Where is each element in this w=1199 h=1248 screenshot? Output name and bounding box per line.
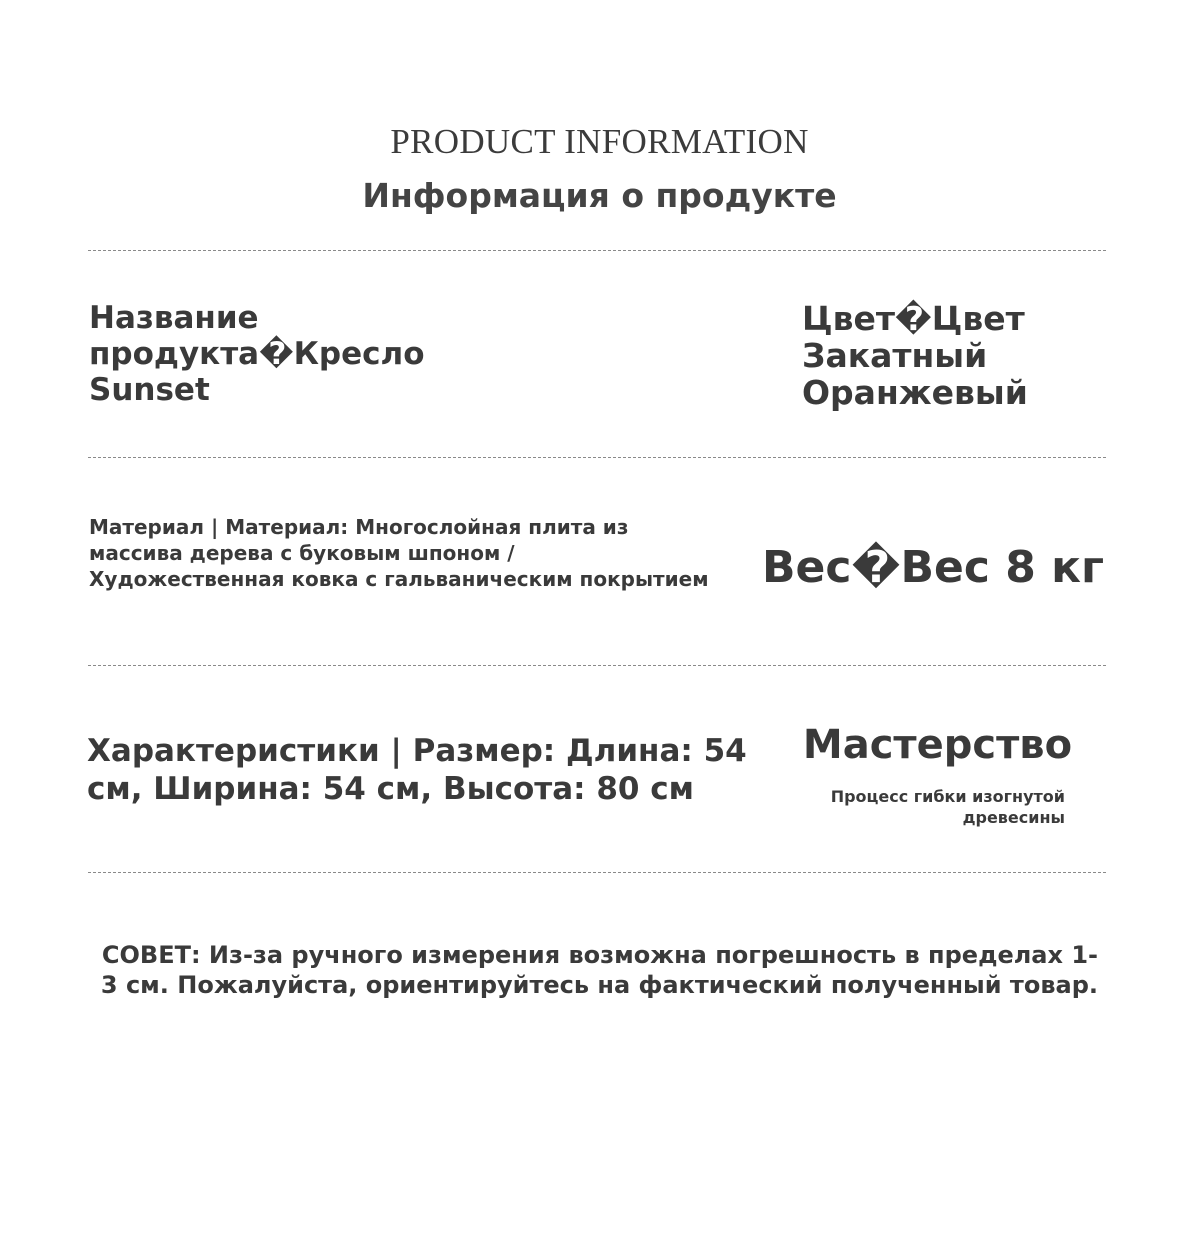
craft-description: Процесс гибки изогнутой древесины — [830, 787, 1065, 827]
product-name: Название продукта�Кресло Sunset — [89, 300, 425, 408]
divider-3 — [88, 665, 1106, 666]
divider-4 — [88, 872, 1106, 873]
divider-2 — [88, 457, 1106, 458]
product-color: Цвет�Цвет Закатный Оранжевый — [802, 299, 1028, 412]
product-weight: Вес�Вес 8 кг — [762, 542, 1105, 593]
craft-title: Мастерство — [802, 722, 1073, 768]
title-russian: Информация о продукте — [362, 176, 837, 215]
product-material: Материал | Материал: Многослойная плита из массива дерева с буковым шпоном / Художественная ковка с гальваническим покрытием — [89, 515, 709, 591]
divider-1 — [88, 250, 1106, 251]
measurement-tip: СОВЕТ: Из-за ручного измерения возможна погрешность в пределах 1-3 см. Пожалуйста, ориентируйтесь на фактический полученный товар. — [100, 941, 1098, 999]
product-specs: Характеристики | Размер: Длина: 54 см, Ширина: 54 см, Высота: 80 см — [87, 733, 747, 807]
title-english: PRODUCT INFORMATION — [390, 122, 809, 161]
